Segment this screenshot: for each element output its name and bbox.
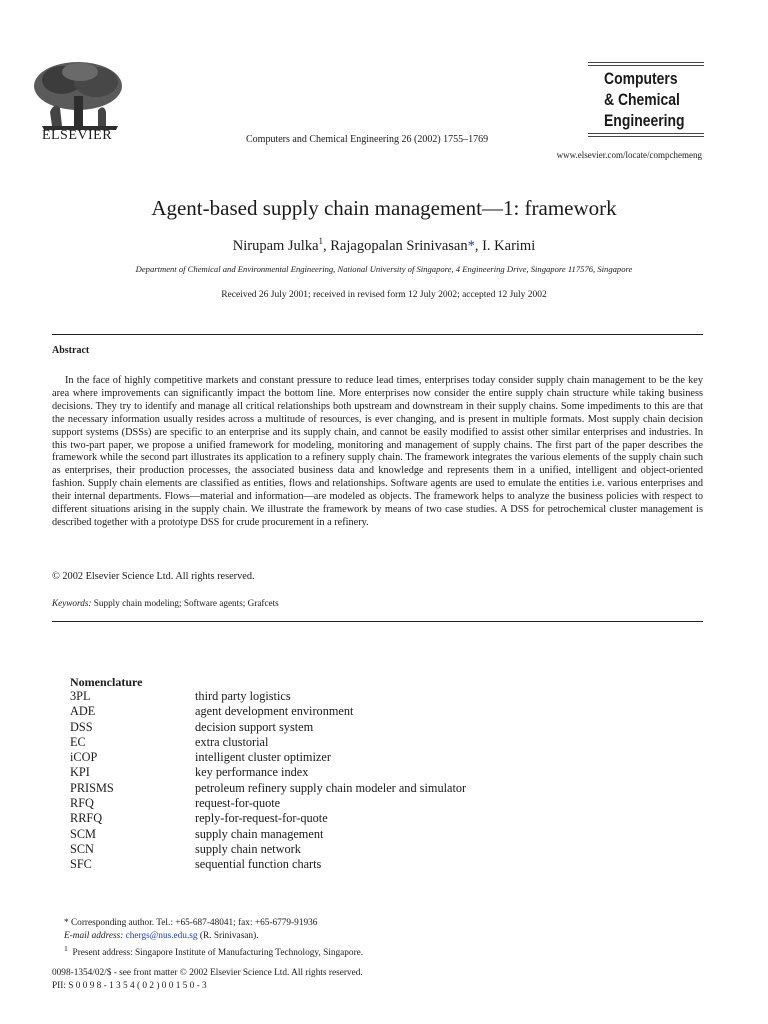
nomenclature-row — [70, 811, 466, 826]
nomenclature-definition: supply chain network — [195, 841, 301, 856]
nomenclature-row — [70, 827, 466, 842]
publisher-name: ELSEVIER — [41, 128, 113, 143]
journal-logo-line-3: Engineering — [604, 111, 685, 130]
nomenclature-row — [70, 720, 466, 735]
nomenclature-term: KPI — [70, 765, 90, 780]
nomenclature-list — [70, 689, 466, 873]
issn-line: 0098-1354/02/$ - see front matter © 2002 Elsevier Science Ltd. All rights reserved. — [52, 968, 363, 978]
nomenclature-term: iCOP — [70, 750, 98, 765]
nomenclature-title: Nomenclature — [70, 675, 143, 689]
author-list: Nirupam Julka$^1$, Rajagopalan Srinivasan*, I. Karimi — [232, 236, 536, 254]
page-footer — [52, 967, 363, 993]
present-address-note — [64, 943, 363, 960]
article-history-dates: Received 26 July 2001; received in revised form 12 July 2002; accepted 12 July 2002 — [221, 290, 547, 300]
nomenclature-row — [70, 857, 466, 872]
journal-logo — [588, 62, 704, 138]
nomenclature-definition: decision support system — [195, 719, 314, 734]
nomenclature-row — [70, 781, 466, 796]
nomenclature-row — [70, 796, 466, 811]
nomenclature-term: EC — [70, 734, 86, 749]
divider-bottom — [52, 621, 703, 622]
paper-title: Agent-based supply chain management—1: framework — [151, 196, 617, 220]
nomenclature-definition: agent development environment — [195, 704, 354, 719]
abstract-copyright: © 2002 Elsevier Science Ltd. All rights reserved. — [52, 571, 255, 582]
author-affiliation: Department of Chemical and Environmental Engineering, National University of Singapore, 4 Engineering Drive, Singapore 117576, Singapore — [135, 264, 633, 274]
journal-citation: Computers and Chemical Engineering 26 (2002) 1755–1769 — [246, 134, 489, 145]
divider-top — [52, 334, 703, 335]
corresponding-author-mark[interactable]: * — [467, 237, 475, 254]
nomenclature-row — [70, 842, 466, 857]
present-address-text: Present address: Singapore Institute of Manufacturing Technology, Singapore. — [72, 947, 364, 958]
nomenclature-definition: third party logistics — [195, 689, 291, 703]
nomenclature-definition: intelligent cluster optimizer — [195, 750, 331, 765]
abstract-body: In the face of highly competitive markets and constant pressure to reduce lead times, enterprises today consider supply chain management to be the key area where improvements can significantly impact the bottom line. More enterprises now consider the entire supply chain structure while taking business decisions. They try to identify and manage all critical relationships both upstream and downstream in their supply chains. Some impediments to this are that the necessary information usually resides across a multitude of resources, is ever changing, and is present in multiple formats. Most supply chain decision support systems (DSSs) are specific to an enterprise and its supply chain, and cannot be easily modified to assist other similar enterprises and industries. In this two-part paper, we propose a unified framework for modeling, monitoring and management of supply chains. The first part of the paper describes the framework while the second part illustrates its application to a refinery supply chain. The framework integrates the various elements of the supply chain such as enterprises, their production processes, the associated business data and knowledge and represents them in a unified, intelligent and object-oriented fashion. Supply chain elements are classified as entities, flows and relationships. Software agents are used to emulate the entities i.e. various enterprises and their internal departments. Flows—material and information—are modeled as objects. The framework helps to analyze the business policies with respect to different situations arising in the supply chain. We illustrate the framework by means of two case studies. A DSS for petrochemical cluster management is described together with a prototype DSS for crude procurement in a refinery. — [52, 375, 703, 528]
nomenclature-term: SCN — [70, 841, 94, 856]
nomenclature-definition: supply chain management — [195, 826, 324, 841]
nomenclature-term: SFC — [70, 857, 92, 872]
nomenclature-definition: reply-for-request-for-quote — [195, 811, 328, 826]
abstract-heading: Abstract — [52, 345, 90, 356]
nomenclature-definition: sequential function charts — [195, 857, 322, 872]
nomenclature-term: RFQ — [70, 796, 94, 811]
nomenclature-term: ADE — [70, 704, 96, 719]
nomenclature-row — [70, 750, 466, 765]
author-name: Nirupam Julka — [232, 237, 319, 254]
footnotes — [64, 917, 363, 959]
nomenclature-definition: petroleum refinery supply chain modeler and simulator — [195, 780, 467, 795]
footnote-mark: 1 — [64, 943, 68, 953]
author-name: Rajagopalan Srinivasan — [330, 237, 468, 254]
nomenclature-term: 3PL — [70, 689, 91, 703]
nomenclature-row — [70, 704, 466, 719]
email-note — [64, 930, 363, 943]
keywords-label: Keywords: — [52, 598, 92, 608]
nomenclature-term: SCM — [70, 826, 96, 841]
nomenclature-row — [70, 765, 466, 780]
journal-logo-line-2: & Chemical — [604, 90, 680, 109]
keywords-line — [52, 598, 279, 608]
nomenclature-row — [70, 735, 466, 750]
nomenclature-definition: request-for-quote — [195, 796, 281, 811]
keywords-value: Supply chain modeling; Software agents; Grafcets — [91, 598, 279, 608]
email-label: E-mail address: — [64, 930, 124, 941]
nomenclature-definition: key performance index — [195, 765, 309, 780]
journal-url-link[interactable]: www.elsevier.com/locate/compchemeng — [556, 150, 702, 160]
email-link[interactable]: chergs@nus.edu.sg — [125, 930, 198, 941]
email-suffix: (R. Srinivasan). — [197, 930, 259, 941]
nomenclature-term: PRISMS — [70, 780, 114, 795]
nomenclature-term: DSS — [70, 719, 93, 734]
pii-line: PII: S 0 0 9 8 - 1 3 5 4 ( 0 2 ) 0 0 1 5 0 - 3 — [52, 981, 207, 991]
author-footnote-mark[interactable]: 1 — [318, 236, 324, 246]
corresponding-author-note: * Corresponding author. Tel.: +65-687-48041; fax: +65-6779-91936 — [64, 918, 318, 928]
author-name: I. Karimi — [482, 237, 536, 254]
journal-logo-line-1: Computers — [604, 69, 678, 88]
elsevier-tree-logo — [22, 60, 130, 132]
nomenclature-definition: extra clustorial — [195, 734, 269, 749]
nomenclature-row — [70, 689, 466, 704]
nomenclature-term: RRFQ — [70, 811, 103, 826]
